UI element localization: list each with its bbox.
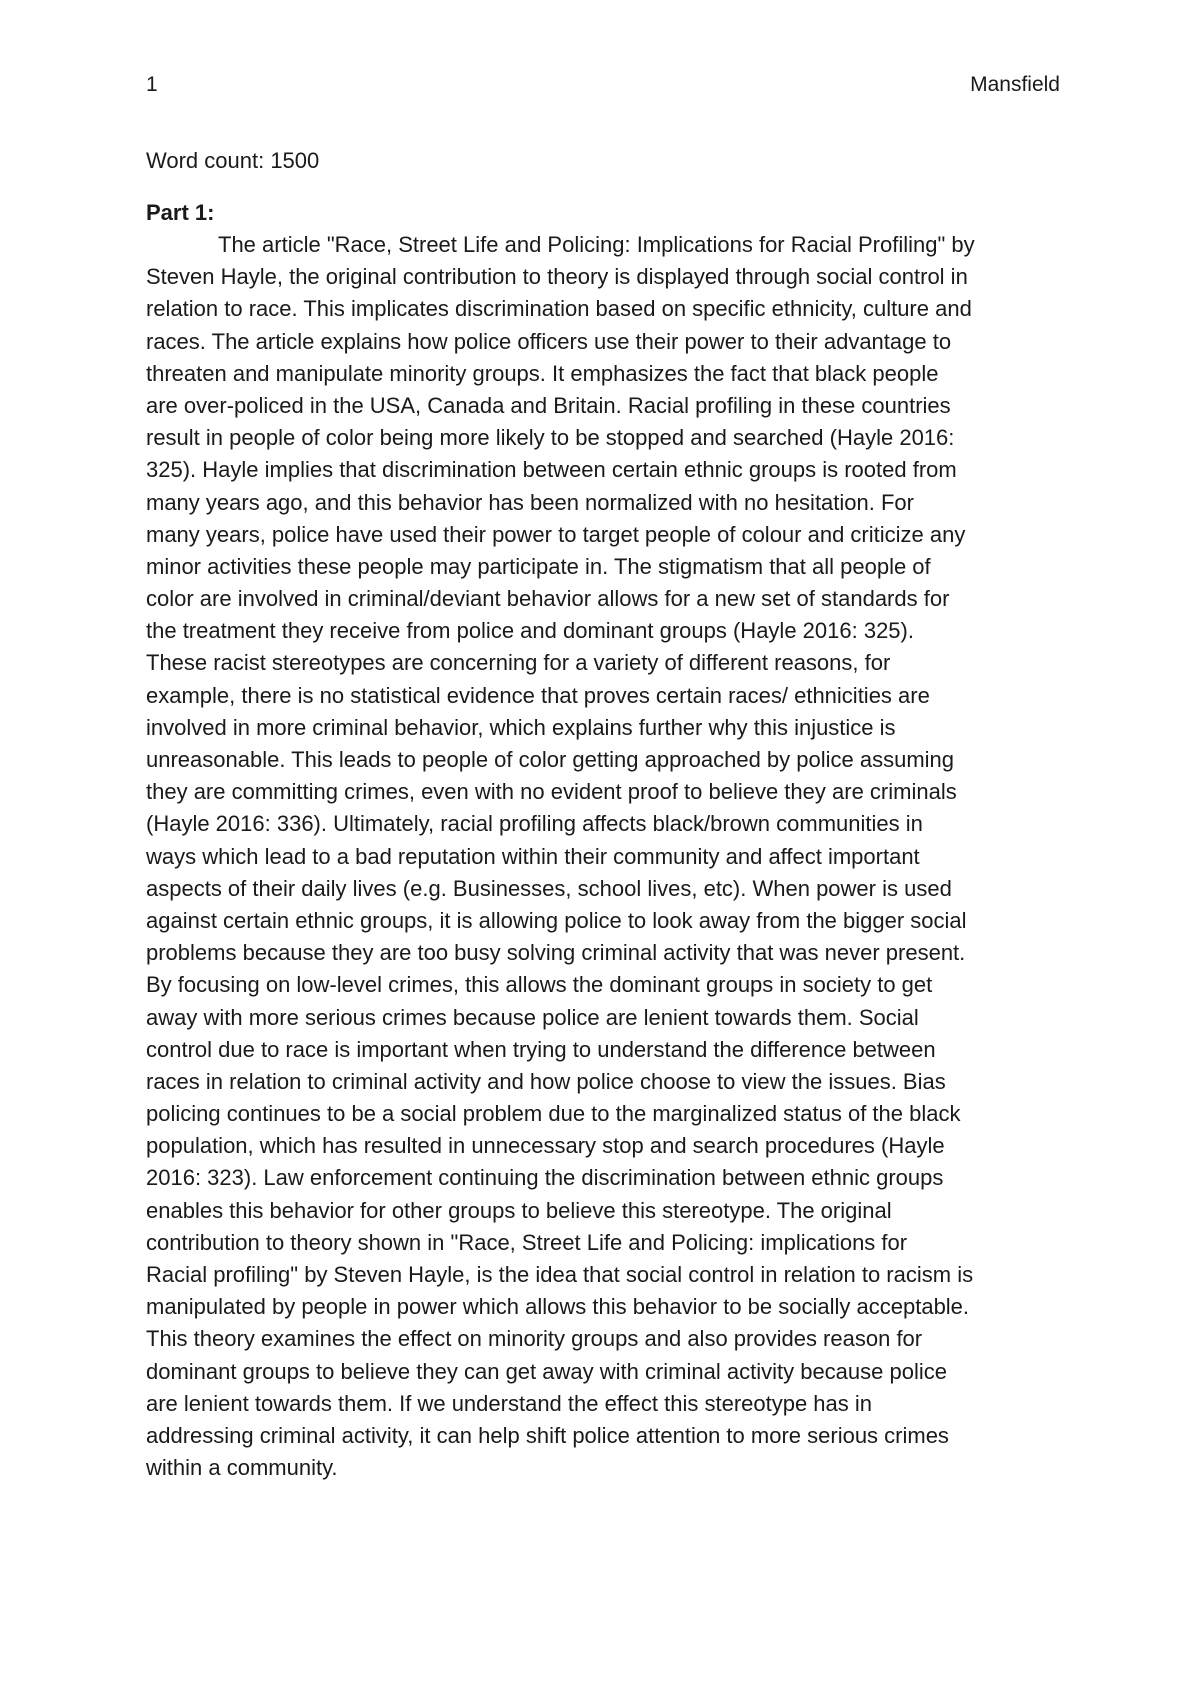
paragraph-line: control due to race is important when trying to understand the difference between — [146, 1036, 936, 1062]
paragraph-line: color are involved in criminal/deviant behavior allows for a new set of standards for — [146, 586, 950, 612]
body-paragraph — [146, 229, 1066, 1484]
paragraph-line: addressing criminal activity, it can help shift police attention to more serious crimes — [146, 1422, 949, 1448]
paragraph-line: threaten and manipulate minority groups. It emphasizes the fact that black people — [146, 360, 939, 386]
paragraph-line: the treatment they receive from police and dominant groups (Hayle 2016: 325). — [146, 618, 914, 644]
paragraph-line: minor activities these people may participate in. The stigmatism that all people of — [146, 553, 931, 579]
paragraph-line: many years, police have used their power to target people of colour and criticize any — [146, 521, 966, 547]
paragraph-line: This theory examines the effect on minority groups and also provides reason for — [146, 1326, 923, 1352]
document-body — [146, 145, 1066, 1484]
paragraph-line: example, there is no statistical evidence that proves certain races/ ethnicities are — [146, 682, 930, 708]
paragraph-line: enables this behavior for other groups to believe this stereotype. The original — [146, 1197, 892, 1223]
section-heading: Part 1: — [146, 200, 215, 225]
paragraph-line: unreasonable. This leads to people of color getting approached by police assuming — [146, 747, 955, 772]
paragraph-line: population, which has resulted in unnecessary stop and search procedures (Hayle — [146, 1133, 945, 1159]
paragraph-line: Steven Hayle, the original contribution to theory is displayed through social control in — [146, 264, 968, 290]
paragraph-line: races in relation to criminal activity and how police choose to view the issues. Bias — [146, 1068, 946, 1094]
paragraph-line: many years ago, and this behavior has been normalized with no hesitation. For — [146, 489, 914, 515]
paragraph-line: dominant groups to believe they can get away with criminal activity because police — [146, 1358, 947, 1384]
running-head-author: Mansfield — [970, 73, 1060, 96]
paragraph-line: away with more serious crimes because police are lenient towards them. Social — [146, 1004, 919, 1030]
paragraph-line: These racist stereotypes are concerning for a variety of different reasons, for — [146, 650, 891, 676]
paragraph-line: By focusing on low-level crimes, this allows the dominant groups in society to get — [146, 972, 933, 998]
paragraph-line: contribution to theory shown in "Race, Street Life and Policing: implications for — [146, 1229, 908, 1255]
paragraph-line: ways which lead to a bad reputation within their community and affect important — [146, 843, 920, 869]
word-count: Word count: 1500 — [146, 148, 320, 173]
paragraph-line: relation to race. This implicates discrimination based on specific ethnicity, culture and — [146, 296, 972, 322]
page-header — [146, 70, 1060, 100]
paragraph-line: are lenient towards them. If we understand the effect this stereotype has in — [146, 1390, 873, 1416]
paragraph-line: problems because they are too busy solving criminal activity that was never present. — [146, 940, 966, 966]
paragraph-line: they are committing crimes, even with no evident proof to believe they are criminals — [146, 779, 957, 805]
paragraph-line: Racial profiling" by Steven Hayle, is the idea that social control in relation to racism is — [146, 1262, 974, 1287]
paragraph-line: policing continues to be a social problem due to the marginalized status of the black — [146, 1101, 961, 1127]
paragraph-line: The article "Race, Street Life and Policing: Implications for Racial Profiling" by — [218, 232, 975, 257]
paragraph-line: races. The article explains how police officers use their power to their advantage to — [146, 328, 952, 354]
paragraph-line: against certain ethnic groups, it is allowing police to look away from the bigger social — [146, 907, 967, 933]
paragraph-line: result in people of color being more likely to be stopped and searched (Hayle 2016: — [146, 425, 955, 451]
paragraph-line: involved in more criminal behavior, which explains further why this injustice is — [146, 714, 896, 740]
paragraph-line: 2016: 323). Law enforcement continuing the discrimination between ethnic groups — [146, 1165, 944, 1191]
paragraph-line: within a community. — [146, 1455, 338, 1481]
paragraph-line: (Hayle 2016: 336). Ultimately, racial profiling affects black/brown communities in — [146, 811, 923, 837]
paragraph-line: aspects of their daily lives (e.g. Businesses, school lives, etc). When power is used — [146, 875, 952, 901]
page-number: 1 — [146, 73, 158, 96]
paragraph-line: are over-policed in the USA, Canada and Britain. Racial profiling in these countries — [146, 392, 951, 418]
paragraph-line: 325). Hayle implies that discrimination between certain ethnic groups is rooted from — [146, 457, 957, 483]
paragraph-line: manipulated by people in power which allows this behavior to be socially acceptable. — [146, 1294, 970, 1320]
